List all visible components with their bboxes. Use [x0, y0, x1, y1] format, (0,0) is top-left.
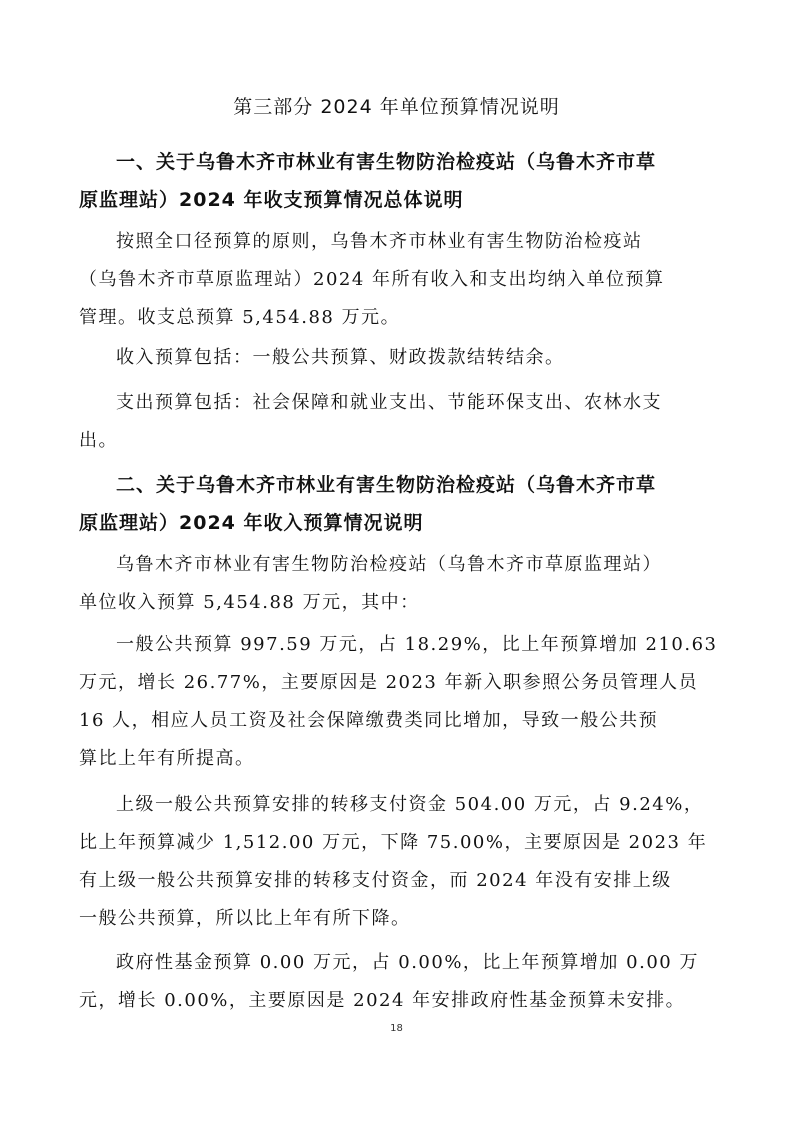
section-1-paragraph-1: [79, 223, 716, 337]
paragraph-line: 管理。收支总预算 5,454.88 万元。: [79, 307, 401, 328]
section-2-paragraph-3: [79, 786, 716, 938]
section-2-paragraph-1: [79, 546, 716, 622]
section-2-heading-line-2: 原监理站）2024 年收入预算情况说明: [79, 512, 424, 534]
section-2-paragraph-4: [79, 944, 716, 1020]
section-1-heading-line-1: 一、关于乌鲁木齐市林业有害生物防治检疫站（乌鲁木齐市草: [116, 151, 657, 173]
paragraph-line: 单位收入预算 5,454.88 万元，其中：: [79, 592, 420, 613]
paragraph-line: 16 人，相应人员工资及社会保障缴费类同比增加，导致一般公共预: [79, 710, 659, 731]
page-number: 18: [390, 1023, 403, 1034]
paragraph-line: 支出预算包括：社会保障和就业支出、节能环保支出、农林水支: [116, 392, 662, 413]
paragraph-line: 算比上年有所提高。: [79, 748, 255, 769]
section-1-paragraph-2: [116, 339, 716, 377]
section-2-heading-line-1: 二、关于乌鲁木齐市林业有害生物防治检疫站（乌鲁木齐市草: [116, 474, 657, 496]
paragraph-line: 上级一般公共预算安排的转移支付资金 504.00 万元，占 9.24%，: [116, 794, 704, 815]
section-1-paragraph-3: [79, 384, 716, 460]
paragraph-line: （乌鲁木齐市草原监理站）2024 年所有收入和支出均纳入单位预算: [79, 269, 665, 290]
page-title: 第三部分 2024 年单位预算情况说明: [233, 96, 560, 118]
paragraph-line: 出。: [79, 430, 118, 451]
paragraph-line: 乌鲁木齐市林业有害生物防治检疫站（乌鲁木齐市草原监理站）: [116, 554, 662, 575]
paragraph-line: 一般公共预算 997.59 万元，占 18.29%，比上年预算增加 210.63: [116, 634, 718, 655]
paragraph-line: 有上级一般公共预算安排的转移支付资金，而 2024 年没有安排上级: [79, 870, 672, 891]
paragraph-line: 元，增长 0.00%，主要原因是 2024 年安排政府性基金预算未安排。: [79, 990, 686, 1011]
section-1-heading-line-2: 原监理站）2024 年收支预算情况总体说明: [79, 189, 464, 211]
paragraph-line: 政府性基金预算 0.00 万元，占 0.00%，比上年预算增加 0.00 万: [116, 952, 699, 973]
section-2-paragraph-2: [79, 626, 718, 778]
paragraph-line: 万元，增长 26.77%，主要原因是 2023 年新入职参照公务员管理人员: [79, 672, 699, 693]
paragraph-line: 按照全口径预算的原则，乌鲁木齐市林业有害生物防治检疫站: [116, 231, 643, 252]
paragraph-line: 比上年预算减少 1,512.00 万元，下降 75.00%，主要原因是 2023 年: [79, 832, 708, 853]
section-2-heading: [79, 466, 716, 542]
paragraph-line: 一般公共预算，所以比上年有所下降。: [79, 908, 411, 929]
paragraph-line: 收入预算包括：一般公共预算、财政拨款结转结余。: [116, 347, 565, 368]
section-1-heading: [79, 143, 716, 219]
